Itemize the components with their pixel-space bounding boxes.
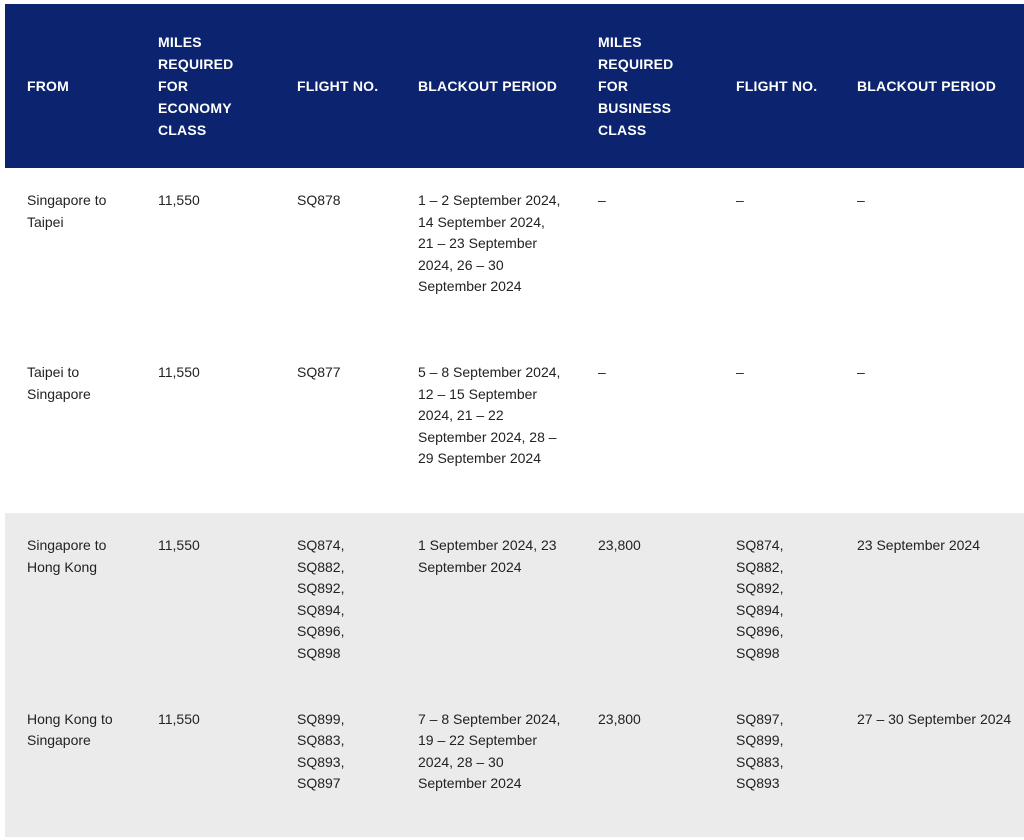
table-row xyxy=(5,513,1024,687)
header-from: FROM xyxy=(27,78,70,94)
cell-blackout-business: – xyxy=(857,364,865,380)
cell-miles-business: – xyxy=(598,364,606,380)
cell-from: Singapore to Taipei xyxy=(27,192,107,230)
cell-from: Singapore to Hong Kong xyxy=(27,537,107,575)
cell-blackout-economy: 1 – 2 September 2024, 14 September 2024, 21 – 23 September 2024, 26 – 30 September 2024 xyxy=(418,192,561,295)
cell-from: Hong Kong to Singapore xyxy=(27,710,113,749)
cell-flights-business: SQ897, SQ899, SQ883, SQ893 xyxy=(736,710,784,792)
table-row xyxy=(5,168,1024,340)
cell-flights-economy: SQ877 xyxy=(297,364,341,380)
header-blackout-business: BLACKOUT PERIOD xyxy=(857,78,997,94)
cell-blackout-economy: 5 – 8 September 2024, 12 – 15 September 2024, 21 – 22 September 2024, 28 – 29 September 2024 xyxy=(418,364,561,467)
header-flight-no-economy: FLIGHT NO. xyxy=(297,78,379,94)
cell-miles-business: 23,800 xyxy=(598,537,641,553)
cell-blackout-economy: 7 – 8 September 2024, 19 – 22 September 2024, 28 – 30 September 2024 xyxy=(418,710,561,792)
table-header xyxy=(5,4,1024,168)
cell-miles-economy: 11,550 xyxy=(158,537,200,553)
cell-flights-business: – xyxy=(736,192,744,208)
cell-miles-economy: 11,550 xyxy=(158,710,200,727)
header-miles-business: MILES REQUIRED FOR BUSINESS CLASS xyxy=(598,34,674,138)
cell-miles-business: – xyxy=(598,192,606,208)
cell-miles-business: 23,800 xyxy=(598,710,641,727)
table-row xyxy=(5,687,1024,837)
header-flight-no-business: FLIGHT NO. xyxy=(736,78,818,94)
cell-from: Taipei to Singapore xyxy=(27,364,91,402)
header-blackout-economy: BLACKOUT PERIOD xyxy=(418,78,558,94)
cell-flights-business: – xyxy=(736,364,744,380)
cell-blackout-business: – xyxy=(857,192,865,208)
cell-flights-economy: SQ899, SQ883, SQ893, SQ897 xyxy=(297,710,345,792)
cell-blackout-business: 23 September 2024 xyxy=(857,537,980,553)
cell-miles-economy: 11,550 xyxy=(158,192,200,208)
header-miles-economy: MILES REQUIRED FOR ECONOMY CLASS xyxy=(158,34,234,138)
table-row xyxy=(5,340,1024,513)
cell-flights-economy: SQ874, SQ882, SQ892, SQ894, SQ896, SQ898 xyxy=(297,537,345,661)
cell-blackout-economy: 1 September 2024, 23 September 2024 xyxy=(418,537,557,575)
cell-flights-economy: SQ878 xyxy=(297,192,341,208)
award-table-wrapper xyxy=(5,4,1024,837)
cell-blackout-business: 27 – 30 September 2024 xyxy=(857,710,1012,727)
table-body xyxy=(5,168,1024,837)
cell-miles-economy: 11,550 xyxy=(158,364,200,380)
header-row xyxy=(5,4,1024,168)
cell-flights-business: SQ874, SQ882, SQ892, SQ894, SQ896, SQ898 xyxy=(736,537,784,661)
blackout-table xyxy=(5,4,1024,837)
